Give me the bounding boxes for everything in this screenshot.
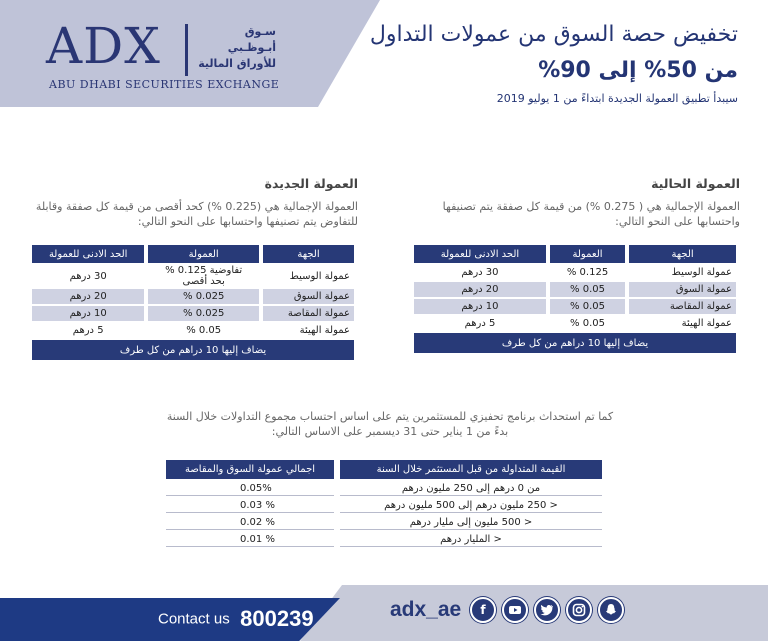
commission-cell: 0.05 % (570, 318, 605, 329)
table-row (166, 481, 602, 496)
logo-divider (185, 24, 188, 76)
table-row (166, 532, 602, 547)
table-row (166, 498, 602, 513)
contact-phone-number[interactable]: 800239 (240, 606, 314, 631)
table-header-row (414, 245, 736, 263)
table-row (32, 323, 354, 338)
value-cell: < المليار درهم (340, 532, 602, 547)
social-icons (470, 597, 624, 623)
party-cell: عمولة المقاصة (629, 299, 736, 314)
table-header-row (166, 460, 602, 479)
new-commission-table (28, 243, 358, 362)
current-commission-block (410, 176, 740, 355)
commission-line: تفاوضية 0.125 % (165, 265, 243, 276)
party-cell: عمولة الوسيط (671, 267, 732, 278)
commission-cell: 0.05 % (186, 325, 222, 336)
logo-english: ABU DHABI SECURITIES EXCHANGE (49, 78, 280, 91)
header-band-right (318, 0, 768, 107)
table-footer-row (414, 333, 736, 353)
column-header: اجمالي عمولة السوق والمقاصة (166, 460, 334, 479)
twitter-icon[interactable] (534, 597, 560, 623)
commission-cell (148, 265, 259, 287)
column-header: الجهة (629, 245, 736, 263)
contact-info (158, 606, 314, 632)
pct-cell: 0.02 % (166, 515, 334, 530)
table-row (414, 282, 736, 297)
minimum-cell: 5 درهم (464, 318, 496, 329)
instagram-icon[interactable] (566, 597, 592, 623)
commission-cell: 0.025 % (148, 289, 259, 304)
pct-cell: 0.05% (166, 481, 334, 496)
party-cell: عمولة السوق (629, 282, 736, 297)
column-header: الحد الادنى للعمولة (32, 245, 144, 263)
current-commission-heading: العمولة الحالية (651, 176, 740, 191)
minimum-cell: 20 درهم (32, 289, 144, 304)
table-row (32, 289, 354, 304)
logo-adx-text: ADX (46, 17, 161, 75)
logo-arabic-line: أبـوظـبي (227, 41, 276, 54)
value-cell: من 0 درهم إلى 250 مليون درهم (340, 481, 602, 496)
column-header: العمولة (550, 245, 625, 263)
minimum-cell: 20 درهم (414, 282, 546, 297)
minimum-cell: 30 درهم (69, 270, 107, 282)
page-subtitle: سيبدأ تطبيق العمولة الجديدة ابتداءً من 1 يوليو 2019 (496, 92, 738, 105)
table-footer-note: يضاف إليها 10 دراهم من كل طرف (414, 333, 736, 353)
party-cell: عمولة الهيئة (681, 318, 732, 329)
commission-line: بحد أقصى (182, 276, 225, 287)
table-row (414, 265, 736, 280)
party-cell: عمولة الوسيط (289, 270, 350, 282)
current-commission-description: العمولة الإجمالية هي ( 0.275 %) من قيمة كل صفقة يتم تصنيفها واحتسابها على النحو التالي: (442, 200, 740, 228)
incentive-line: بدءً من 1 يناير حتى 31 ديسمبر على الاساس التالي: (271, 425, 509, 438)
table-row (32, 265, 354, 287)
table-row (414, 299, 736, 314)
page-title: تخفيض حصة السوق من عمولات التداول (369, 22, 738, 47)
new-commission-heading: العمولة الجديدة (264, 176, 358, 191)
commission-cell: 0.05 % (550, 299, 625, 314)
incentive-description (150, 409, 630, 439)
value-cell: < 250 مليون درهم إلى 500 مليون درهم (340, 498, 602, 513)
pct-cell: 0.03 % (166, 498, 334, 513)
logo-arabic (192, 24, 276, 72)
social-handle[interactable]: adx_ae (390, 598, 462, 621)
table-row (32, 306, 354, 321)
party-cell: عمولة السوق (263, 289, 354, 304)
facebook-icon[interactable]: f (470, 597, 496, 623)
column-header: القيمة المتداولة من قبل المستثمر خلال السنة (340, 460, 602, 479)
table-row (166, 515, 602, 530)
new-commission-block (28, 176, 358, 362)
logo-arabic-line: سـوق (244, 25, 276, 38)
table-footer-note: يضاف إليها 10 دراهم من كل طرف (32, 340, 354, 360)
column-header: الجهة (263, 245, 354, 263)
minimum-cell: 10 درهم (32, 306, 144, 321)
column-header: الحد الادنى للعمولة (414, 245, 546, 263)
value-cell: < 500 مليون إلى مليار درهم (340, 515, 602, 530)
table-header-row (32, 245, 354, 263)
party-cell: عمولة الهيئة (299, 325, 350, 336)
minimum-cell: 30 درهم (461, 267, 499, 278)
commission-cell: 0.025 % (148, 306, 259, 321)
incentive-table (160, 458, 608, 549)
page-title-line2: من 50% إلى 90% (538, 58, 738, 83)
minimum-cell: 10 درهم (414, 299, 546, 314)
snapchat-icon[interactable] (598, 597, 624, 623)
commission-cell: 0.05 % (550, 282, 625, 297)
pct-cell: 0.01 % (166, 532, 334, 547)
table-row (414, 316, 736, 331)
commission-cell: 0.125 % (566, 267, 609, 278)
youtube-icon[interactable] (502, 597, 528, 623)
incentive-line: كما تم استحداث برنامج تحفيزي للمستثمرين يتم على اساس احتساب مجموع التداولات خلال السنة (166, 410, 614, 423)
new-commission-description: العمولة الإجمالية هي (0.225 %) كحد أقصى من قيمة كل صفقة وقابلة للتفاوض يتم تصنيفها واحتسابها على النحو التالي: (35, 200, 358, 228)
column-header: العمولة (148, 245, 259, 263)
logo-arabic-line: للأوراق المالية (198, 57, 276, 70)
current-commission-table (410, 243, 740, 355)
contact-label: Contact us (158, 610, 230, 628)
minimum-cell: 5 درهم (72, 325, 104, 336)
adx-logo (46, 18, 286, 100)
table-footer-row (32, 340, 354, 360)
party-cell: عمولة المقاصة (263, 306, 354, 321)
